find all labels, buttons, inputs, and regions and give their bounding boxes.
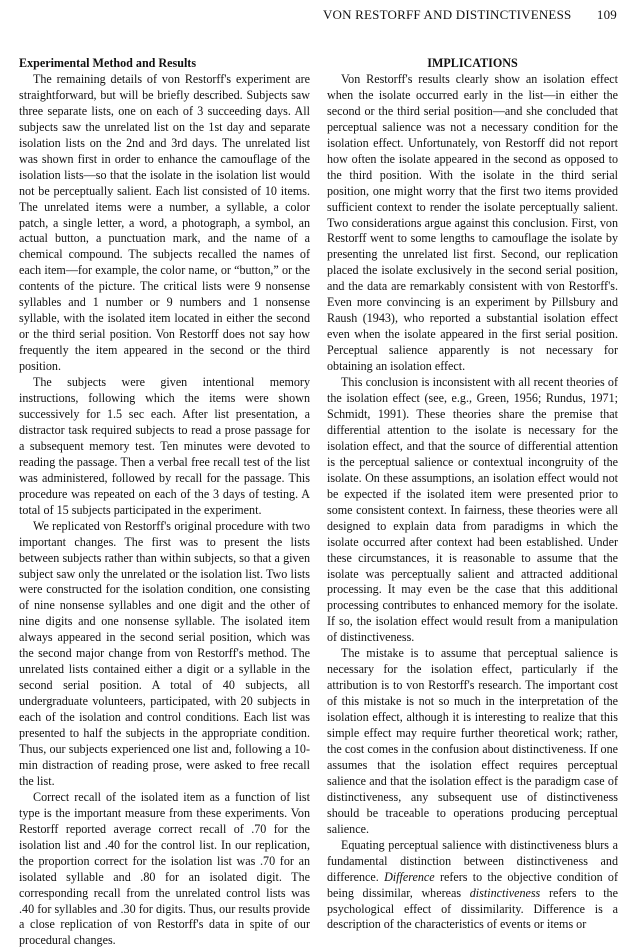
section-heading-method: Experimental Method and Results [19,56,197,70]
term-distinctiveness: distinctiveness [469,885,541,900]
paragraph: The subjects were given intentional memory instructions, following which the items were shown successively for 1.5 sec each. After list presentation, a distractor task required subjects to read a prose passage for a subsequent memory test. Ten minutes were devoted to reading the passage. Then a verbal free recall test of the list was administered, followed by recall for the passage. This procedure was repeated on each of the 3 days of testing. A total of 15 subjects participated in the experiment. [19,375,310,517]
section-heading-implications: IMPLICATIONS [427,56,518,70]
page-number: 109 [596,7,617,22]
paragraph: This conclusion is inconsistent with all recent theories of the isolation effect (see, e.g., Green, 1956; Rundus, 1971; Schmidt, 1991). These theories share the premise that differential attention to the isolate is necessary for the isolation effect, and that the source of differential attention is the perceptual salience or contextual incongruity of the isolate. On these assumptions, an isolation effect would not be expected if the isolated item were presented prior to some consistent context. In fairness, these theories were all designed to explain data from paradigms in which the isolate occurred after context had been established. Under these circumstances, it is reasonable to assume that the isolate was perceptually salient and attracted additional processing. It may even be the case that this additional processing contributes to enhanced memory for the isolate. If so, the isolation effect would result from a manipulation of distinctiveness. [327,375,618,645]
text-run: refers to the objective condition of being dissimilar, whereas [327,869,619,900]
left-column [19,56,310,949]
paragraph: We replicated von Restorff's original procedure with two important changes. The first was to present the lists between subjects rather than within subjects, so that a given subject saw only the unrelated or the isolation list. Two lists were constructed for the isolation condition, one consisting of nine nonsense syllables and one digit and the other of nine digits and one nonsense syllable. The isolated item always appeared in the second serial position, which was the second major change from von Restorff's method. The unrelated lists contained either a digit or a syllable in the second serial position. A total of 40 subjects, all undergraduate volunteers, participated, with 20 subjects in each of the isolation and control conditions. Each list was presented to half the subjects in the appropriate condition. Thus, our subjects experienced one list and, following a 10-min distraction of reading prose, were asked to free recall the list. [19,518,310,788]
paragraph: Correct recall of the isolated item as a function of list type is the important measure from these experiments. Von Restorff reported average correct recall of .70 for the isolation list and .40 for the control list. In our replication, the proportion correct for the isolation list was .70 for an isolated syllable and .80 for an isolated digit. The corresponding recall from the unrelated control lists was .40 for syllables and .30 for digits. Thus, our results provide a close replication of von Restorff's data in spite of our procedural changes. [19,789,310,948]
right-column [327,56,618,933]
paragraph: The remaining details of von Restorff's experiment are straightforward, but will be briefly described. Subjects saw three separate lists, one on each of 3 succeeding days. All subjects saw the unrelated list on the 1st day and separate isolation lists on the 2nd and 3rd days. The unrelated list was shown first in order to enhance the camouflage of the isolation lists—so that the isolate in the isolation list would not be perceptually salient. Each list consisted of 10 items. The unrelated items were a number, a syllable, a color patch, a single letter, a word, a photograph, a symbol, an actual button, a punctuation mark, and the name of a chemical compound. The subjects recalled the names of each item—for example, the color name, or “button,” or the contents of the picture. The critical lists were 9 nonsense syllables and 1 number or 9 numbers and 1 nonsense syllable, with the isolated item located in either the second or the third serial position. Von Restorff does not say how frequently the item appeared in the second or the third position. [19,71,310,374]
paragraph: The mistake is to assume that perceptual salience is necessary for the isolation effect, particularly if the attribution is to von Restorff's research. The important cost of this mistake is not so much in the interpretation of the isolation effect, although it is interesting to realize that this simple effect may require further theoretical work; rather, the cost comes in the confusion about distinctiveness. If one assumes that the isolation effect requires perceptual salience and that the isolation effect is the paradigm case of distinctiveness, any subsequent use of distinctiveness should be traceable to operations producing perceptual salience. [327,646,618,836]
term-difference: Difference [384,869,435,884]
paragraph: Von Restorff's results clearly show an isolation effect when the isolate occurred early in the list—in either the second or the third serial position—and she concluded that perceptual salience was not a necessary condition for the isolation effect. Unfortunately, von Restorff did not report how often the isolate appeared in the second as opposed to the third position. With the isolate in the third serial position, one might worry that the first two items provided sufficient context to render the isolate perceptually salient. Two considerations argue against this conclusion. First, von Restorff went to some lengths to camouflage the isolate by presenting the unrelated list first. Second, our replication placed the isolate exclusively in the second serial position, and the data are remarkably consistent with von Restorff's. Even more convincing is an experiment by Pillsbury and Raush (1943), who reported a substantial isolation effect even when the isolate appeared in the first serial position. Perceptual salience apparently is not necessary for obtaining an isolation effect. [327,71,618,374]
running-head [20,7,617,23]
paragraph [327,838,618,934]
text-run: refers to the psychological effect of dissimilarity. Difference is a description of the characteristics of events or items or [327,885,618,932]
running-title: VON RESTORFF AND DISTINCTIVENESS [322,7,572,22]
text-run: Equating perceptual salience with distinctiveness blurs a fundamental distinction between distinctiveness and difference. [327,837,618,884]
